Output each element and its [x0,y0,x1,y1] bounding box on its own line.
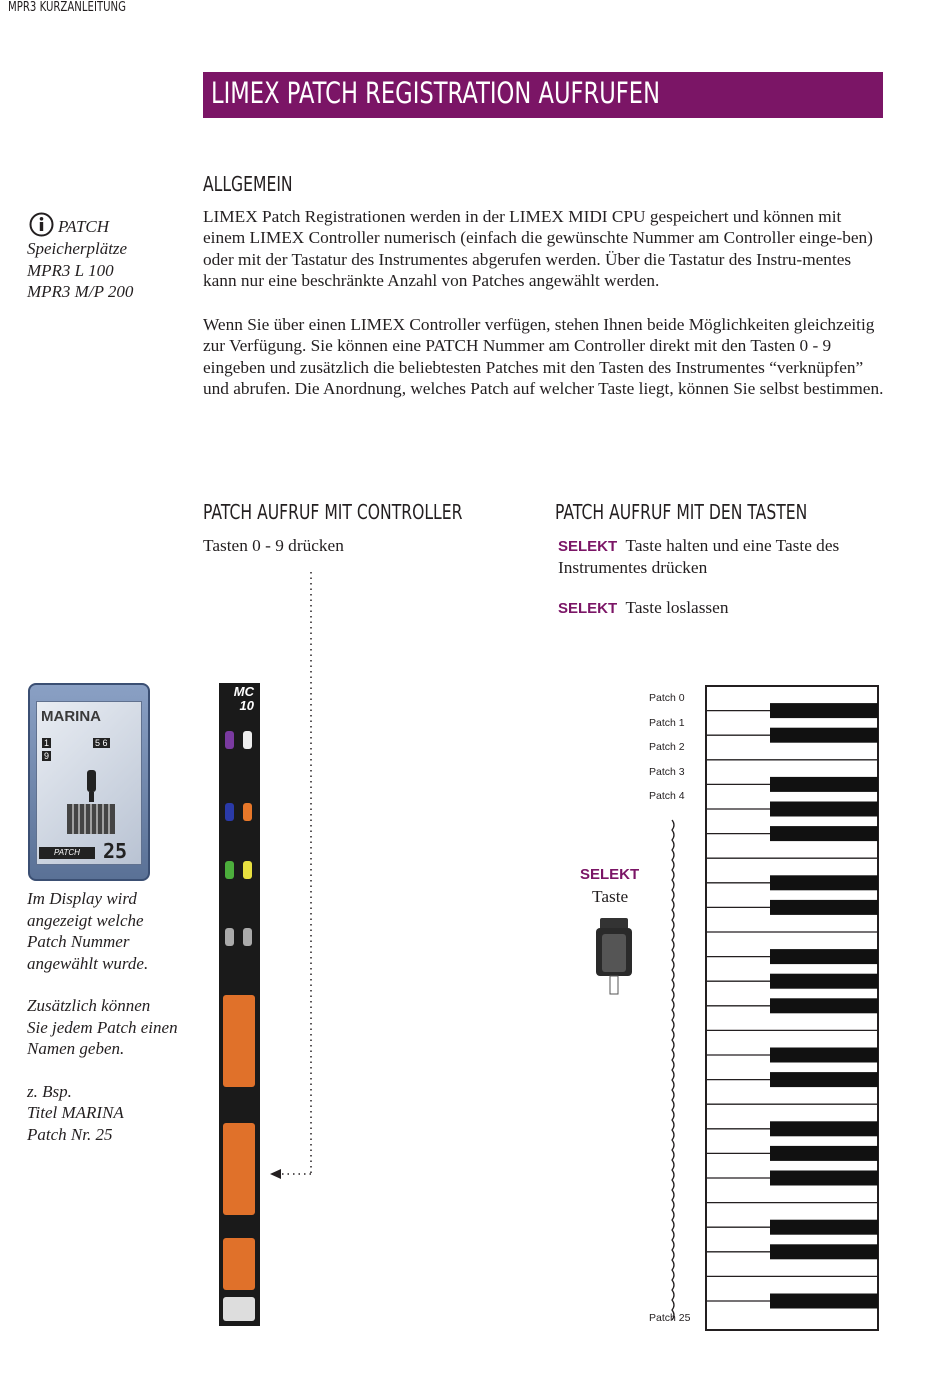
selekt-button-label: SELEKT [580,866,640,883]
black-key[interactable] [770,949,878,964]
dotted-connector [268,570,318,1182]
controller-button[interactable] [225,803,234,821]
patch-label-3: Patch 3 [649,766,685,778]
lcd-display [28,683,150,881]
keys-step1-text: Taste halten und eine Taste des Instrumentes drücken [558,536,840,578]
black-key[interactable] [770,998,878,1013]
accordion-icon [63,768,119,838]
caption-line: Im Display wird [27,889,137,908]
keys-step2 [558,597,728,619]
caption-line: z. Bsp. [27,1081,72,1101]
running-header: MPR3 KURZANLEITUNG [8,0,127,15]
paragraph-2: Wenn Sie über einen LIMEX Controller verfügen, stehen Ihnen beide Möglichkeiten gleichzeitig zur Verfügung. Sie können eine PATCH Nummer am Controller direkt mit den Tasten 0 - 9 eingeben und zusätzlich die beliebtesten Patches mit den Tasten des Instrumentes “verknüpfen” und abrufen. Die Anordnung, welches Patch auf welcher Taste liegt, können Sie selbst bestimmen. [203,315,884,398]
controller-keys-1-2[interactable] [223,1238,255,1290]
patch-label-4: Patch 4 [649,790,685,802]
heading-keys: PATCH AUFRUF MIT DEN TASTEN [555,500,808,524]
caption-line: Patch Nr. 25 [27,1124,113,1144]
black-key[interactable] [770,1294,878,1309]
lcd-patch-name: MARINA [41,708,101,725]
caption-line: Titel MARINA [27,1103,124,1122]
controller-button[interactable] [225,731,234,749]
patch-label-0: Patch 0 [649,692,685,704]
selekt-button-sublabel: Taste [592,887,629,906]
sidenote-label: PATCH [58,217,110,236]
black-key[interactable] [770,728,878,743]
black-key[interactable] [770,1072,878,1087]
controller-keys-4-5[interactable] [223,995,255,1087]
black-key[interactable] [770,875,878,890]
controller-instruction: Tasten 0 - 9 drücken [203,536,344,555]
black-key[interactable] [770,703,878,718]
lcd-digit: 1 [44,738,50,748]
caption-line: Zusätzlich können [27,996,151,1015]
caption-line: angewählt wurde. [27,953,149,973]
heading-controller: PATCH AUFRUF MIT CONTROLLER [203,500,463,524]
lcd-digit: 9 [44,751,50,761]
display-caption [27,888,197,1145]
controller-model: MC 10 [233,684,254,713]
selekt-button[interactable] [596,916,632,976]
selekt-key-label: SELEKT [558,538,618,555]
heading-allgemein: ALLGEMEIN [203,172,293,196]
sidenote-line3: MPR3 M/P 200 [27,282,134,301]
patch-label-25: Patch 25 [649,1312,691,1324]
black-key[interactable] [770,1048,878,1063]
controller-button[interactable] [243,731,252,749]
lcd-patch-label: PATCH [39,847,95,859]
caption-line: Patch Nummer [27,932,130,951]
piano-keyboard[interactable] [660,684,882,1334]
black-key[interactable] [770,826,878,841]
black-key[interactable] [770,900,878,915]
controller-button[interactable] [243,861,252,879]
info-icon [29,212,54,237]
black-key[interactable] [770,802,878,817]
patch-label-1: Patch 1 [649,717,685,729]
selekt-key-label: SELEKT [558,600,618,617]
wavy-break-line [672,820,674,1320]
controller-key-star[interactable] [223,1297,255,1321]
caption-line: Namen geben. [27,1039,125,1058]
keys-step1 [558,535,878,579]
controller-button[interactable] [225,928,234,946]
black-key[interactable] [770,1220,878,1235]
lcd-patch-number: 25 [103,839,128,863]
sidenote-line1: Speicherplätze [27,239,128,258]
caption-line: angezeigt welche [27,910,144,930]
controller-button[interactable] [243,928,252,946]
controller-button[interactable] [243,803,252,821]
paragraph-1: LIMEX Patch Registrationen werden in der LIMEX MIDI CPU gespeichert und können mit einem LIMEX Controller numerisch (einfach die gewünschte Nummer am Controller einge-ben) oder mit der Tastatur des Instrumentes abgerufen werden. Über die Tastatur des Instru-mentes kann nur eine beschränkte Anzahl von Patches angewählt werden. [203,207,873,290]
caption-line: Sie jedem Patch einen [27,1017,178,1037]
page-title: LIMEX PATCH REGISTRATION AUFRUFEN [211,76,661,110]
black-key[interactable] [770,974,878,989]
black-key[interactable] [770,1146,878,1161]
black-key[interactable] [770,1171,878,1186]
patch-label-2: Patch 2 [649,741,685,753]
controller-button[interactable] [225,861,234,879]
black-key[interactable] [770,1121,878,1136]
lcd-screen [36,701,142,865]
black-key[interactable] [770,1244,878,1259]
sidenote-line2: MPR3 L 100 [27,261,114,280]
controller-strip [219,683,260,1326]
black-key[interactable] [770,777,878,792]
keys-step2-text: Taste loslassen [625,598,729,617]
controller-keys-3-8[interactable] [223,1123,255,1215]
lcd-digit: 5 6 [95,738,108,748]
